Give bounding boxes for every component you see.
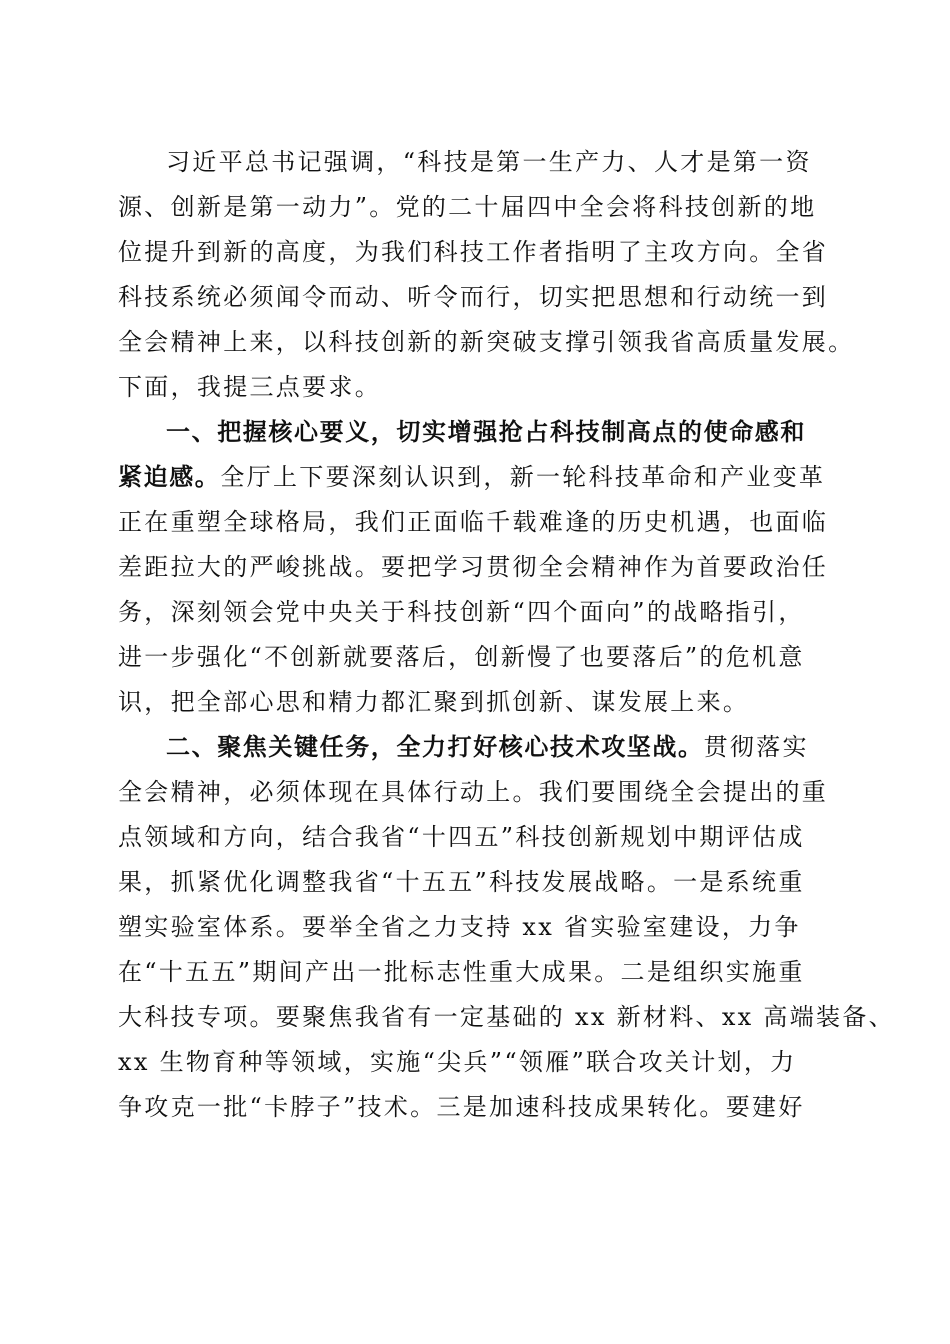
section-heading-one-continued: 紧迫感。 [118,463,221,491]
section-heading-one: 一、把握核心要义，切实增强抢占科技制高点的使命感和 [166,418,806,446]
text-line: 全会精神，必须体现在具体行动上。我们要围绕全会提出的重 [118,778,829,806]
section-heading-two: 二、聚焦关键任务，全力打好核心技术攻坚战。 [166,733,704,761]
text-line: 源、创新是第一动力”。党的二十届四中全会将科技创新的地 [118,193,817,221]
text-line [118,455,848,500]
text-line: 科技系统必须闻令而动、听令而行，切实把思想和行动统一到 [118,283,829,311]
text-line: 位提升到新的高度，为我们科技工作者指明了主攻方向。全省 [118,238,829,266]
text-fragment: 贯彻落实 [703,733,809,761]
text-line: xx 生物育种等领域，实施“尖兵”“领雁”联合攻关计划，力 [118,1048,797,1076]
text-line: 果，抓紧优化调整我省“十五五”科技发展战略。一是系统重 [118,868,805,896]
text-line: 大科技专项。要聚焦我省有一定基础的 xx 新材料、xx 高端装备、 [118,1003,895,1031]
paragraph-section-one [118,410,848,725]
text-line: 务，深刻领会党中央关于科技创新“四个面向”的战略指引， [118,598,805,626]
text-line: 识，把全部心思和精力都汇聚到抓创新、谋发展上来。 [118,688,750,716]
paragraph-section-two [118,725,895,1130]
text-line: 塑实验室体系。要举全省之力支持 xx 省实验室建设，力争 [118,913,801,941]
text-line: 下面，我提三点要求。 [118,373,381,401]
document-body [118,140,895,1130]
text-line: 进一步强化“不创新就要落后，创新慢了也要落后”的危机意 [118,643,805,671]
text-line: 点领域和方向，结合我省“十四五”科技创新规划中期评估成 [118,823,805,851]
text-line [118,725,848,770]
text-line: 争攻克一批“卡脖子”技术。三是加速科技成果转化。要建好 [118,1093,805,1121]
text-line: 全会精神上来，以科技创新的新突破支撑引领我省高质量发展。 [118,328,855,356]
text-line: 习近平总书记强调，“科技是第一生产力、人才是第一资 [166,148,812,176]
text-line: 在“十五五”期间产出一批标志性重大成果。二是组织实施重 [118,958,805,986]
text-line: 正在重塑全球格局，我们正面临千载难逢的历史机遇，也面临 [118,508,829,536]
text-fragment: 全厅上下要深刻认识到，新一轮科技革命和产业变革 [220,463,826,491]
text-line: 差距拉大的严峻挑战。要把学习贯彻全会精神作为首要政治任 [118,553,829,581]
paragraph-intro [118,140,855,410]
